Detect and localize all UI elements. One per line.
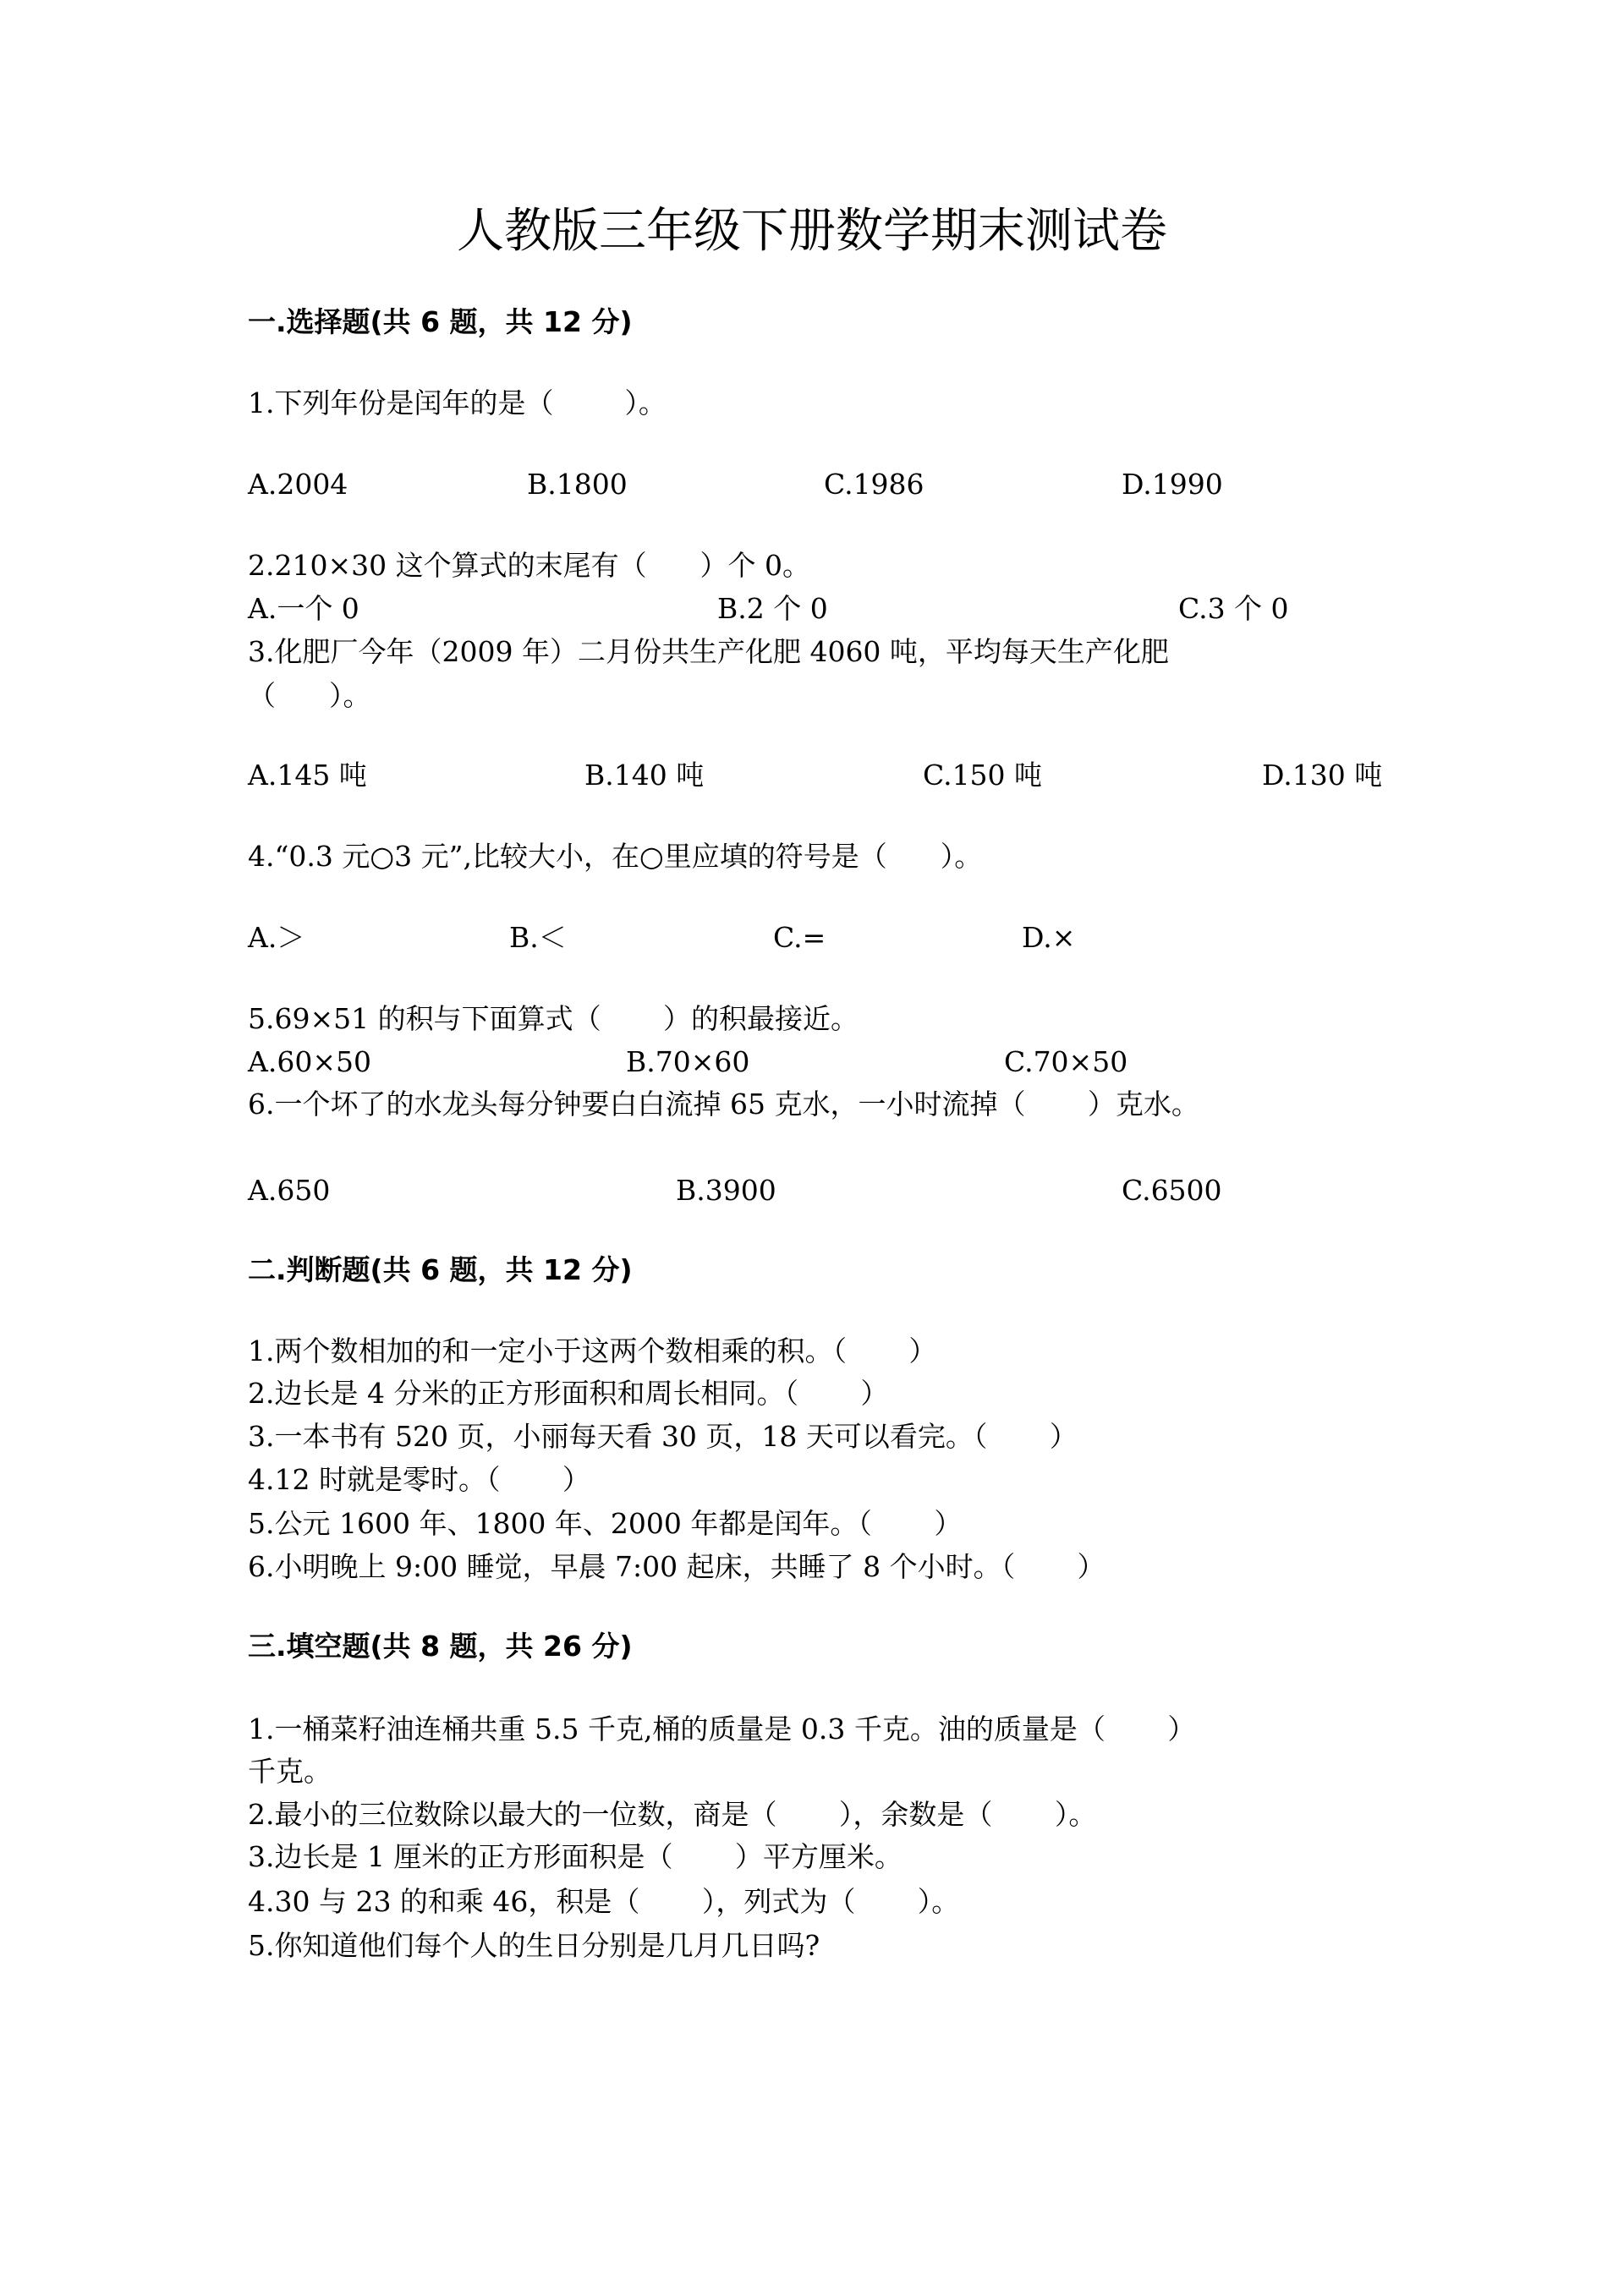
choice-q1-option-d: D.1990 (1122, 468, 1223, 501)
fill-question-4: 4.30 与 23 的和乘 46，积是（ ），列式为（ ）。 (248, 1885, 960, 1918)
choice-q1-option-b: B.1800 (527, 468, 628, 501)
choice-q4-option-b: B.＜ (509, 921, 567, 954)
choice-q5-option-c: C.70×50 (1004, 1045, 1128, 1078)
choice-q5-option-a: A.60×50 (248, 1045, 371, 1078)
choice-question-1: 1.下列年份是闰年的是（ ）。 (248, 386, 667, 419)
section-heading-judgment: 二.判断题(共 6 题，共 12 分) (248, 1253, 633, 1286)
choice-q6-option-c: C.6500 (1122, 1174, 1222, 1207)
choice-q4-option-a: A.＞ (248, 921, 305, 954)
fill-question-5: 5.你知道他们每个人的生日分别是几月几日吗? (248, 1929, 820, 1962)
page-title: 人教版三年级下册数学期末测试卷 (457, 204, 1167, 259)
fill-question-1-line-2: 千克。 (248, 1755, 332, 1788)
choice-question-3-line-1: 3.化肥厂今年（2009 年）二月份共生产化肥 4060 吨，平均每天生产化肥 (248, 635, 1169, 668)
choice-q4-option-d: D.× (1022, 921, 1076, 954)
choice-q2-option-a: A.一个 0 (248, 592, 359, 625)
fill-question-1-line-1: 1.一桶菜籽油连桶共重 5.5 千克,桶的质量是 0.3 千克。油的质量是（ ） (248, 1712, 1196, 1745)
fill-question-2: 2.最小的三位数除以最大的一位数，商是（ ），余数是（ ）。 (248, 1798, 1097, 1831)
choice-q4-option-c: C.= (773, 921, 826, 954)
choice-q3-option-d: D.130 吨 (1262, 759, 1383, 792)
choice-question-2: 2.210×30 这个算式的末尾有（ ）个 0。 (248, 549, 811, 582)
choice-q1-option-a: A.2004 (248, 468, 348, 501)
judgment-question-6: 6.小明晚上 9:00 睡觉，早晨 7:00 起床，共睡了 8 个小时。（ ） (248, 1550, 1106, 1583)
choice-q3-option-c: C.150 吨 (923, 759, 1043, 792)
judgment-question-4: 4.12 时就是零时。（ ） (248, 1463, 590, 1496)
section-heading-fill-in: 三.填空题(共 8 题，共 26 分) (248, 1630, 633, 1663)
choice-question-3-line-2: （ ）。 (248, 679, 371, 712)
choice-q3-option-b: B.140 吨 (584, 759, 705, 792)
choice-question-4: 4.“0.3 元○3 元”,比较大小，在○里应填的符号是（ ）。 (248, 840, 983, 873)
judgment-question-1: 1.两个数相加的和一定小于这两个数相乘的积。（ ） (248, 1334, 937, 1367)
choice-q2-option-b: B.2 个 0 (717, 592, 828, 625)
judgment-question-5: 5.公元 1600 年、1800 年、2000 年都是闰年。（ ） (248, 1507, 963, 1540)
choice-q6-option-a: A.650 (248, 1174, 331, 1207)
choice-q1-option-c: C.1986 (824, 468, 924, 501)
choice-q2-option-c: C.3 个 0 (1178, 592, 1289, 625)
choice-question-6: 6.一个坏了的水龙头每分钟要白白流掉 65 克水，一小时流掉（ ）克水。 (248, 1088, 1199, 1121)
section-heading-choice: 一.选择题(共 6 题，共 12 分) (248, 305, 633, 338)
judgment-question-3: 3.一本书有 520 页，小丽每天看 30 页，18 天可以看完。（ ） (248, 1420, 1078, 1453)
choice-q3-option-a: A.145 吨 (248, 759, 367, 792)
fill-question-3: 3.边长是 1 厘米的正方形面积是（ ）平方厘米。 (248, 1840, 903, 1873)
judgment-question-2: 2.边长是 4 分米的正方形面积和周长相同。（ ） (248, 1377, 889, 1410)
choice-q6-option-b: B.3900 (676, 1174, 776, 1207)
choice-q5-option-b: B.70×60 (626, 1045, 750, 1078)
choice-question-5: 5.69×51 的积与下面算式（ ）的积最接近。 (248, 1002, 859, 1035)
